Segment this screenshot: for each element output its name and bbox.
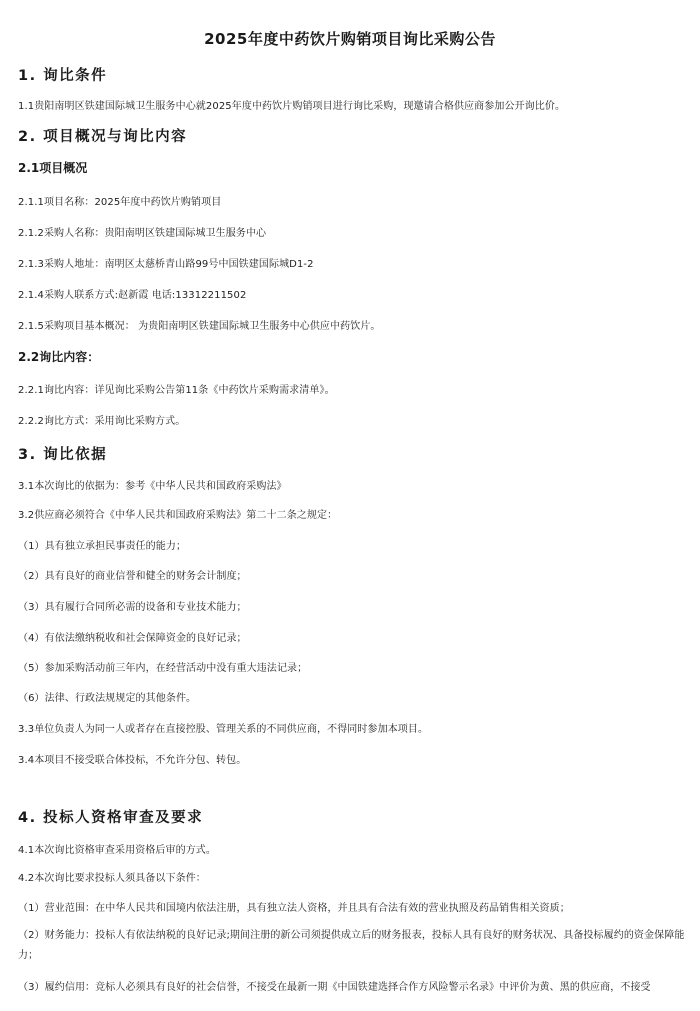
- section-4-heading: 4. 投标人资格审查及要求: [18, 810, 204, 826]
- section-2-heading: 2. 项目概况与询比内容: [18, 129, 188, 145]
- paragraph-3-3: 3.3单位负责人为同一人或者存在直接控股、管理关系的不同供应商，不得同时参加本项目。: [18, 724, 429, 735]
- requirement-item-3: （3）履约信用：竞标人必须具有良好的社会信誉，不接受在最新一期《中国铁建选择合作方风险警示名录》中评价为黄、黑的供应商，不接受: [18, 982, 651, 993]
- requirement-item-1: （1）营业范围：在中华人民共和国境内依法注册，具有独立法人资格，并且具有合法有效的营业执照及药品销售相关资质；: [18, 903, 570, 914]
- paragraph-2-1-3: 2.1.3采购人地址：南明区太慈桥青山路99号中国铁建国际城D1-2: [18, 259, 314, 270]
- paragraph-1-1: 1.1贵阳南明区铁建国际城卫生服务中心就2025年度中药饮片购销项目进行询比采购，现邀请合格供应商参加公开询比价。: [18, 101, 566, 112]
- paragraph-2-1-5: 2.1.5采购项目基本概况： 为贵阳南明区铁建国际城卫生服务中心供应中药饮片。: [18, 321, 381, 332]
- paragraph-3-4: 3.4本项目不接受联合体投标，不允许分包、转包。: [18, 755, 247, 766]
- condition-item-1: （1）具有独立承担民事责任的能力；: [18, 541, 187, 552]
- paragraph-2-1-2: 2.1.2采购人名称：贵阳南明区铁建国际城卫生服务中心: [18, 228, 267, 239]
- condition-item-6: （6）法律、行政法规规定的其他条件。: [18, 693, 197, 704]
- section-1-heading: 1. 询比条件: [18, 68, 108, 84]
- condition-item-3: （3）具有履行合同所必需的设备和专业技术能力；: [18, 602, 247, 613]
- paragraph-2-2-1: 2.2.1询比内容：详见询比采购公告第11条《中药饮片采购需求清单》。: [18, 385, 335, 396]
- paragraph-2-1-1: 2.1.1项目名称：2025年度中药饮片购销项目: [18, 197, 222, 208]
- paragraph-2-1-4: 2.1.4采购人联系方式:赵新霞 电话:13312211502: [18, 290, 247, 301]
- subsection-2-2-heading: 2.2询比内容：: [18, 350, 100, 364]
- paragraph-3-1: 3.1本次询比的依据为：参考《中华人民共和国政府采购法》: [18, 481, 287, 492]
- paragraph-4-1: 4.1本次询比资格审查采用资格后审的方式。: [18, 845, 217, 856]
- paragraph-2-2-2: 2.2.2询比方式：采用询比采购方式。: [18, 416, 186, 427]
- subsection-2-1-heading: 2.1项目概况: [18, 161, 88, 175]
- requirement-item-2: （2）财务能力：投标人有依法纳税的良好记录;期间注册的新公司须提供成立后的财务报表，投标人具有良好的财务状况、具备投标履约的资金保障能力；: [18, 930, 685, 961]
- condition-item-2: （2）具有良好的商业信誉和健全的财务会计制度；: [18, 571, 247, 582]
- section-3-heading: 3. 询比依据: [18, 447, 108, 463]
- paragraph-3-2: 3.2供应商必须符合《中华人民共和国政府采购法》第二十二条之规定：: [18, 510, 338, 521]
- document-title: 2025年度中药饮片购销项目询比采购公告: [204, 30, 496, 48]
- condition-item-5: （5）参加采购活动前三年内，在经营活动中没有重大违法记录；: [18, 663, 308, 674]
- paragraph-4-2: 4.2本次询比要求投标人须具备以下条件：: [18, 873, 206, 884]
- condition-item-4: （4）有依法缴纳税收和社会保障资金的良好记录；: [18, 633, 247, 644]
